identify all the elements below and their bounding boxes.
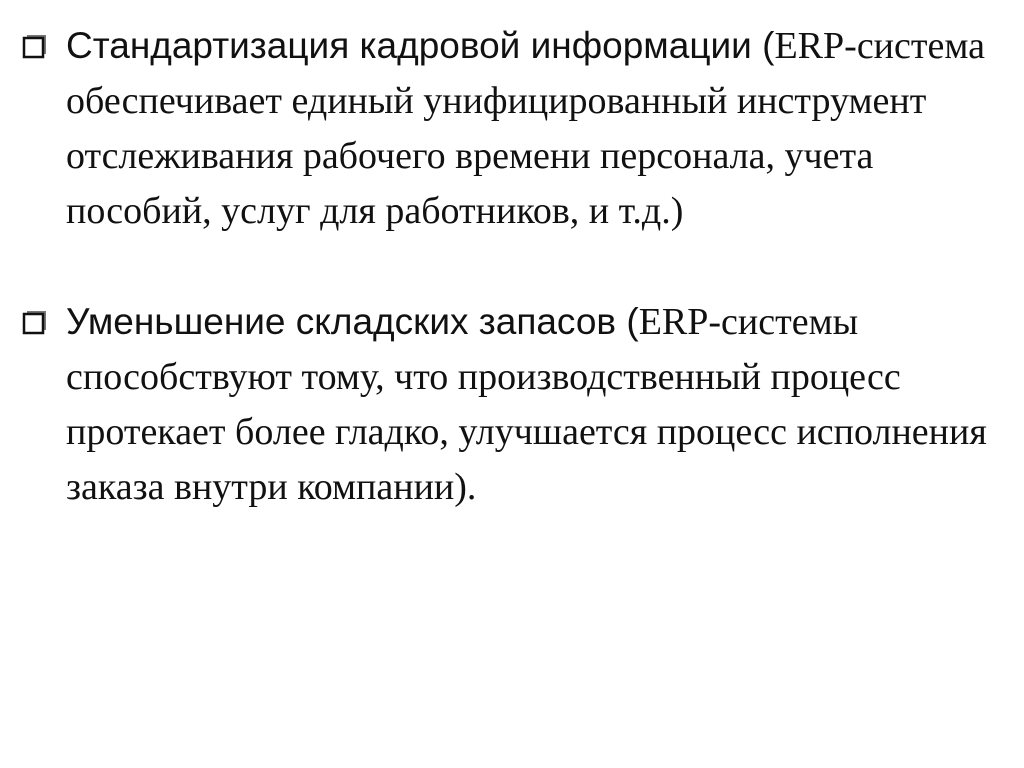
hollow-square-checkbox-icon — [22, 308, 50, 336]
bullet-lead-text: Стандартизация кадровой информации ( — [66, 25, 775, 66]
bullet-body-text: ERP-системы способствуют тому, что производственный процесс протекает более гладко, улучшается процесс исполнения заказа внутри компании). — [66, 301, 987, 508]
hollow-square-checkbox-icon — [22, 32, 50, 60]
bullet-body-text: ERP-система обеспечивает единый унифицированный инструмент отслеживания рабочего времени персонала, учета пособий, услуг для работников, и т.д.) — [66, 25, 986, 232]
bullet-lead-text: Уменьшение складских запасов ( — [66, 301, 639, 342]
bullet-item-inventory-reduction — [22, 294, 1012, 515]
bullet-text — [66, 294, 1012, 515]
bullet-text — [66, 18, 1012, 239]
bullet-item-hr-standardization — [22, 18, 1012, 239]
